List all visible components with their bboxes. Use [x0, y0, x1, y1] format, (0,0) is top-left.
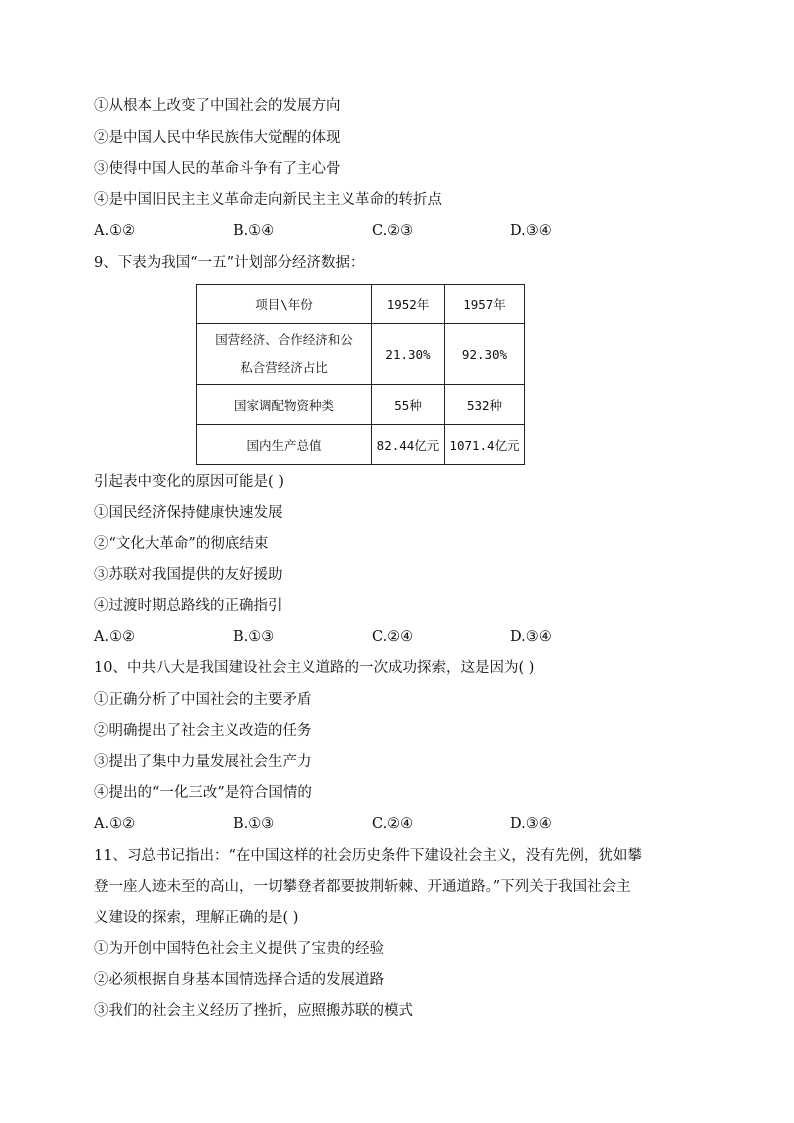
q10-choice-c: C.②④	[372, 816, 414, 832]
q8-choice-c: C.②③	[372, 223, 414, 239]
q11-stem-line1: 11、习总书记指出：“在中国这样的社会历史条件下建设社会主义，没有先例，犹如攀	[94, 848, 642, 864]
economic-data-table	[196, 284, 525, 465]
q11-option-2: ②必须根据自身基本国情选择合适的发展道路	[94, 972, 384, 988]
q10-option-2: ②明确提出了社会主义改造的任务	[94, 723, 312, 739]
q11-stem-line3: 义建设的探索，理解正确的是( )	[94, 910, 299, 926]
header-1952: 1952年	[372, 285, 445, 324]
cell-1957: 92.30%	[445, 324, 525, 385]
q10-option-4: ④提出的“一化三改”是符合国情的	[94, 785, 312, 801]
cell-1957: 1071.4亿元	[445, 425, 525, 465]
q8-option-1: ①从根本上改变了中国社会的发展方向	[94, 98, 341, 114]
cell-1957: 532种	[445, 385, 525, 425]
q10-stem: 10、中共八大是我国建设社会主义道路的一次成功探索，这是因为( )	[94, 660, 535, 676]
q10-choice-d: D.③④	[510, 816, 552, 832]
q9-option-4: ④过渡时期总路线的正确指引	[94, 598, 283, 614]
q9-option-2: ②“文化大革命”的彻底结束	[94, 536, 269, 552]
q9-stem: 9、下表为我国“一五”计划部分经济数据：	[94, 255, 365, 271]
q8-choice-d: D.③④	[510, 223, 552, 239]
q9-option-3: ③苏联对我国提供的友好援助	[94, 567, 283, 583]
q9-question: 引起表中变化的原因可能是( )	[94, 474, 284, 490]
q11-stem-line2: 登一座人迹未至的高山，一切攀登者都要披荆斩棘、开通道路。”下列关于我国社会主	[94, 879, 631, 895]
header-1957: 1957年	[445, 285, 525, 324]
row-item-line1: 国营经济、合作经济和公	[215, 332, 353, 347]
q8-choice-a: A.①②	[94, 223, 136, 239]
q8-option-3: ③使得中国人民的革命斗争有了主心骨	[94, 161, 341, 177]
q9-option-1: ①国民经济保持健康快速发展	[94, 505, 283, 521]
q9-choice-d: D.③④	[510, 629, 552, 645]
header-item-year: 项目\年份	[197, 285, 372, 324]
table-row	[197, 324, 525, 385]
q10-choice-a: A.①②	[94, 816, 136, 832]
row-item-line2: 私合营经济占比	[240, 360, 328, 375]
q9-choice-a: A.①②	[94, 629, 136, 645]
q11-option-1: ①为开创中国特色社会主义提供了宝贵的经验	[94, 941, 384, 957]
table-header-row	[197, 285, 525, 324]
table-row	[197, 425, 525, 465]
q9-choice-b: B.①③	[233, 629, 275, 645]
q8-choice-b: B.①④	[233, 223, 275, 239]
row-item-materials: 国家调配物资种类	[197, 385, 372, 425]
q10-choice-b: B.①③	[233, 816, 275, 832]
table-row	[197, 385, 525, 425]
cell-1952: 82.44亿元	[372, 425, 445, 465]
q8-option-2: ②是中国人民中华民族伟大觉醒的体现	[94, 130, 341, 146]
q9-choice-c: C.②④	[372, 629, 414, 645]
row-item-gdp: 国内生产总值	[197, 425, 372, 465]
q8-option-4: ④是中国旧民主主义革命走向新民主主义革命的转折点	[94, 192, 442, 208]
q10-option-3: ③提出了集中力量发展社会生产力	[94, 754, 312, 770]
row-item-economy-share	[197, 324, 372, 385]
cell-1952: 21.30%	[372, 324, 445, 385]
q10-option-1: ①正确分析了中国社会的主要矛盾	[94, 692, 312, 708]
q11-option-3: ③我们的社会主义经历了挫折，应照搬苏联的模式	[94, 1003, 413, 1019]
cell-1952: 55种	[372, 385, 445, 425]
